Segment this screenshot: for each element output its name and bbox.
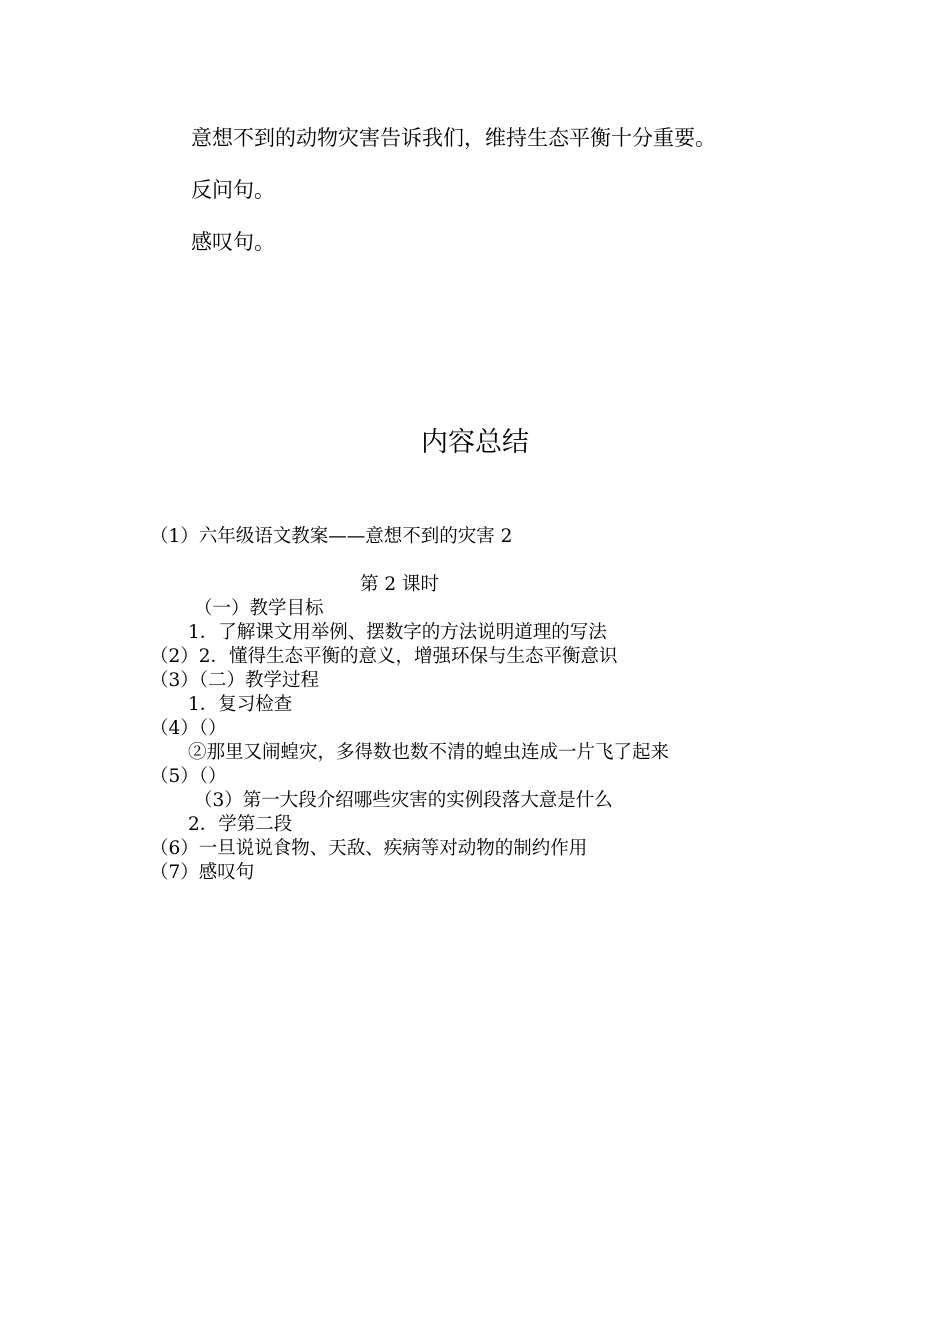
summary-line: （5）（） bbox=[150, 766, 227, 787]
summary-line: 1．复习检查 bbox=[188, 694, 293, 715]
section-title: 内容总结 bbox=[421, 427, 529, 458]
body-paragraph: 反问句。 bbox=[191, 178, 275, 202]
spacer bbox=[150, 549, 669, 573]
summary-line: （3）第一大段介绍哪些灾害的实例段落大意是什么 bbox=[194, 790, 613, 811]
body-paragraph: 感叹句。 bbox=[191, 230, 275, 254]
summary-line: 1．了解课文用举例、摆数字的方法说明道理的写法 bbox=[188, 622, 607, 643]
summary-line: （2）2．懂得生态平衡的意义，增强环保与生态平衡意识 bbox=[150, 646, 618, 667]
summary-line: （1）六年级语文教案——意想不到的灾害 2 bbox=[150, 526, 513, 547]
summary-line: 第 2 课时 bbox=[360, 574, 440, 595]
summary-line: （4）（） bbox=[150, 718, 227, 739]
summary-line: （一）教学目标 bbox=[194, 598, 324, 619]
summary-line: （7）感叹句 bbox=[150, 862, 255, 883]
summary-line: 2．学第二段 bbox=[188, 814, 293, 835]
summary-line: （3）（二）教学过程 bbox=[150, 670, 320, 691]
summary-list bbox=[150, 525, 669, 885]
summary-line: ②那里又闹蝗灾，多得数也数不清的蝗虫连成一片飞了起来 bbox=[188, 742, 670, 763]
summary-line: （6）一旦说说食物、天敌、疾病等对动物的制约作用 bbox=[150, 838, 588, 859]
body-paragraph: 意想不到的动物灾害告诉我们，维持生态平衡十分重要。 bbox=[191, 126, 716, 150]
